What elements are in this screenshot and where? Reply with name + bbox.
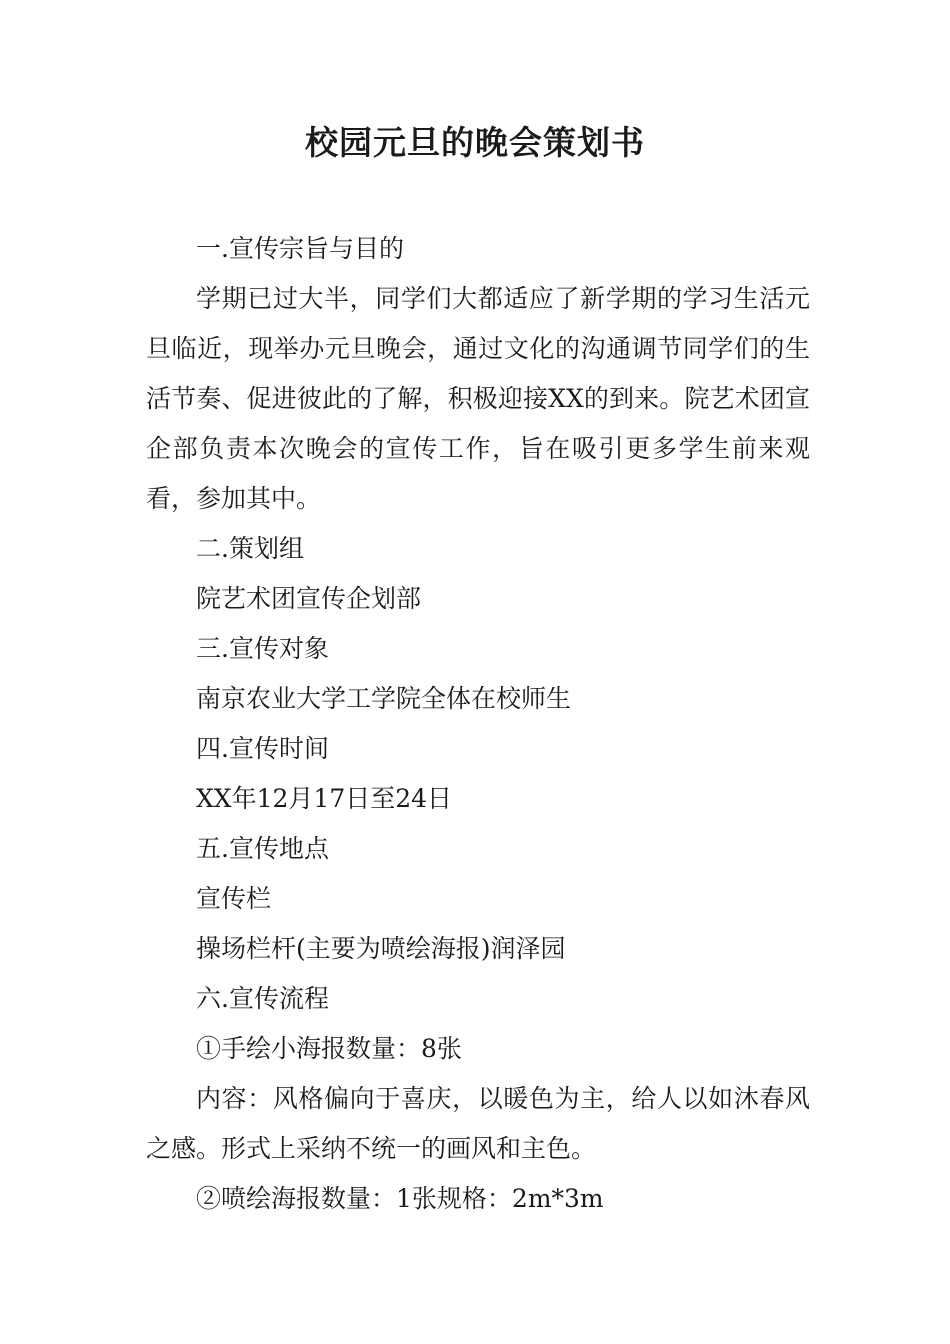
- document-body: [146, 224, 810, 1224]
- paragraph-process-content: 内容：风格偏向于喜庆，以暖色为主，给人以如沐春风之感。形式上采纳不统一的画风和主色。: [146, 1084, 810, 1163]
- section-heading-purpose: 一.宣传宗旨与目的: [196, 234, 404, 263]
- paragraph-time: XX年12月17日至24日: [196, 784, 453, 813]
- document-title: 校园元旦的晚会策划书: [305, 123, 645, 162]
- section-heading-location: 五.宣传地点: [196, 834, 329, 863]
- section-heading-process: 六.宣传流程: [196, 984, 329, 1013]
- section-heading-planning-group: 二.策划组: [196, 534, 304, 563]
- section-heading-audience: 三.宣传对象: [196, 634, 329, 663]
- section-heading-time: 四.宣传时间: [196, 734, 329, 763]
- paragraph-process-item-1: ①手绘小海报数量：8张: [196, 1034, 462, 1063]
- paragraph-audience: 南京农业大学工学院全体在校师生: [196, 684, 572, 713]
- paragraph-purpose: 学期已过大半，同学们大都适应了新学期的学习生活元旦临近，现举办元旦晚会，通过文化的沟通调节同学们的生活节奏、促进彼此的了解，积极迎接XX的到来。院艺术团宣企部负责本次晚会的宣传工作，旨在吸引更多学生前来观看，参加其中。: [146, 284, 810, 513]
- paragraph-location-1: 宣传栏: [196, 884, 272, 913]
- paragraph-location-2: 操场栏杆(主要为喷绘海报)润泽园: [196, 934, 566, 963]
- paragraph-planning-group: 院艺术团宣传企划部: [196, 584, 422, 613]
- paragraph-process-item-2: ②喷绘海报数量：1张规格：2m*3m: [196, 1184, 604, 1213]
